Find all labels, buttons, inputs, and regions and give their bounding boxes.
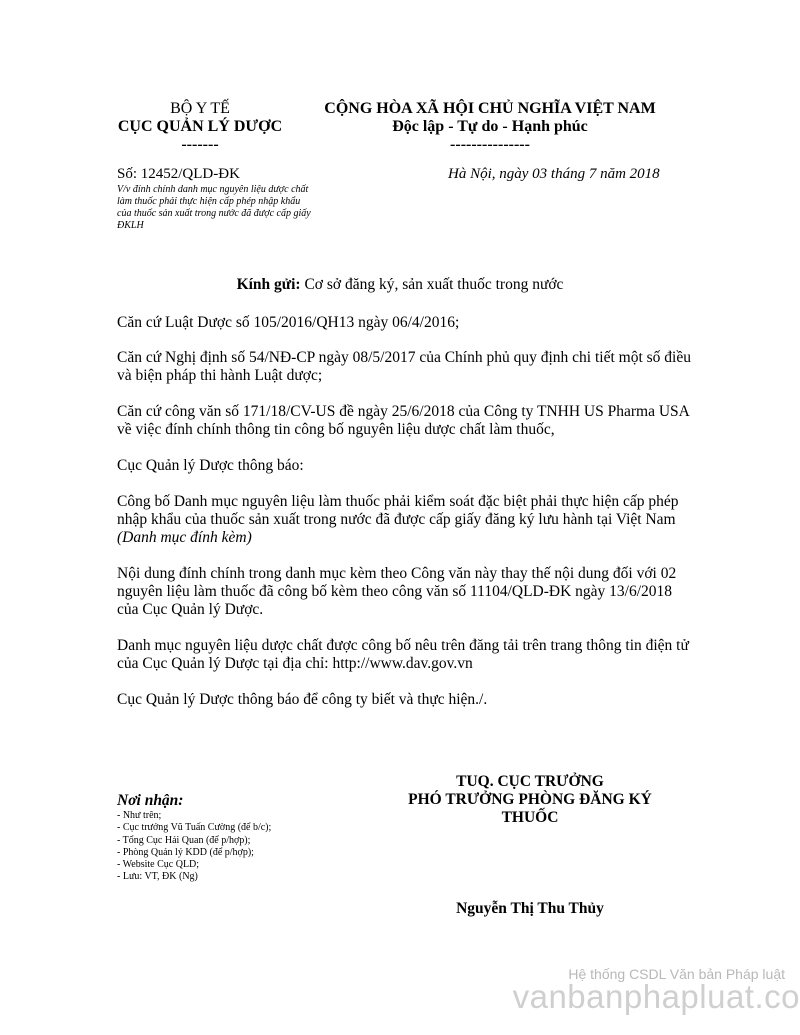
body-paragraph-8: Cục Quản lý Dược thông báo để công ty biết và thực hiện./. [117,691,488,708]
body-paragraph-5 [117,493,697,547]
body-paragraph-5-italic: (Danh mục đính kèm) [117,529,252,546]
document-number: Số: 12452/QLD-ĐK [117,166,240,182]
ministry-name: BỘ Y TẾ [170,100,230,117]
watermark-line-1: Hệ thống CSDL Văn bản Pháp luật [568,966,785,982]
national-motto: Độc lập - Tự do - Hạnh phúc [392,118,588,135]
signature-line-1: TUQ. CỤC TRƯỞNG [456,773,604,790]
signature-line-3: THUỐC [501,809,559,826]
body-paragraph-2: Căn cứ Nghị định số 54/NĐ-CP ngày 08/5/2017 của Chính phủ quy định chi tiết một số điều và biện pháp thi hành Luật dược; [117,349,691,384]
signature-line-2: PHÓ TRƯỞNG PHÒNG ĐĂNG KÝ [408,791,652,808]
receiver-item: - Như trên; [117,810,162,821]
body-paragraph-7: Danh mục nguyên liệu dược chất được công bố nêu trên đăng tải trên trang thông tin điện tử của Cục Quản lý Dược tại địa chỉ: http://www.dav.gov.vn [117,637,689,672]
body-paragraph-6: Nội dung đính chính trong danh mục kèm theo Công văn này thay thế nội dung đối với 02 nguyên liệu làm thuốc đã công bố kèm theo công văn số 11104/QLD-ĐK ngày 13/6/2018 của Cục Quản lý Dược. [117,565,677,618]
body-paragraph-1: Căn cứ Luật Dược số 105/2016/QH13 ngày 06/4/2016; [117,314,460,331]
receiver-item: - Cục trưởng Vũ Tuấn Cường (để b/c); [117,822,272,834]
signature-title-block [380,773,680,827]
receivers-list [117,810,271,884]
signer-name: Nguyễn Thị Thu Thủy [456,900,604,917]
department-name: CỤC QUẢN LÝ DƯỢC [117,118,283,135]
receiver-item: - Website Cục QLD; [117,859,200,871]
agency-divider: ------- [181,136,219,153]
body-paragraph-4: Cục Quản lý Dược thông báo: [117,457,304,474]
receivers-title: Nơi nhận: [117,792,184,809]
receiver-item: - Lưu: VT, ĐK (Ng) [117,871,198,883]
national-header-block [300,100,680,154]
body-paragraph-3: Căn cứ công văn số 171/18/CV-US đề ngày 25/6/2018 của Công ty TNHH US Pharma USA về việc đính chính thông tin công bố nguyên liệu dược chất làm thuốc, [117,403,689,438]
watermark-site: vanbanphapluat.co [512,978,800,1015]
recipient-text: Cơ sở đăng ký, sản xuất thuốc trong nước [300,276,564,293]
document-date: Hà Nội, ngày 03 tháng 7 năm 2018 [448,166,660,182]
body-paragraph-5-text: Công bố Danh mục nguyên liệu làm thuốc phải kiểm soát đặc biệt phải thực hiện cấp phép nhập khẩu của thuốc sản xuất trong nước đã được cấp giấy đăng ký lưu hành tại Việt Nam [117,493,679,528]
recipient-line [100,276,700,294]
country-name: CỘNG HÒA XÃ HỘI CHỦ NGHĨA VIỆT NAM [324,100,656,117]
recipient-label: Kính gửi: [236,276,301,293]
motto-divider: --------------- [450,136,530,153]
issuing-agency-block [100,100,300,154]
document-subject: V/v đính chính danh mục nguyên liệu dược chất làm thuốc phải thực hiện cấp phép nhập khẩu của thuốc sản xuất trong nước đã được cấp giấy ĐKLH [117,184,311,231]
receiver-item: - Tổng Cục Hải Quan (để p/hợp); [117,834,251,846]
receiver-item: - Phòng Quản lý KDD (để p/hợp); [117,846,254,858]
